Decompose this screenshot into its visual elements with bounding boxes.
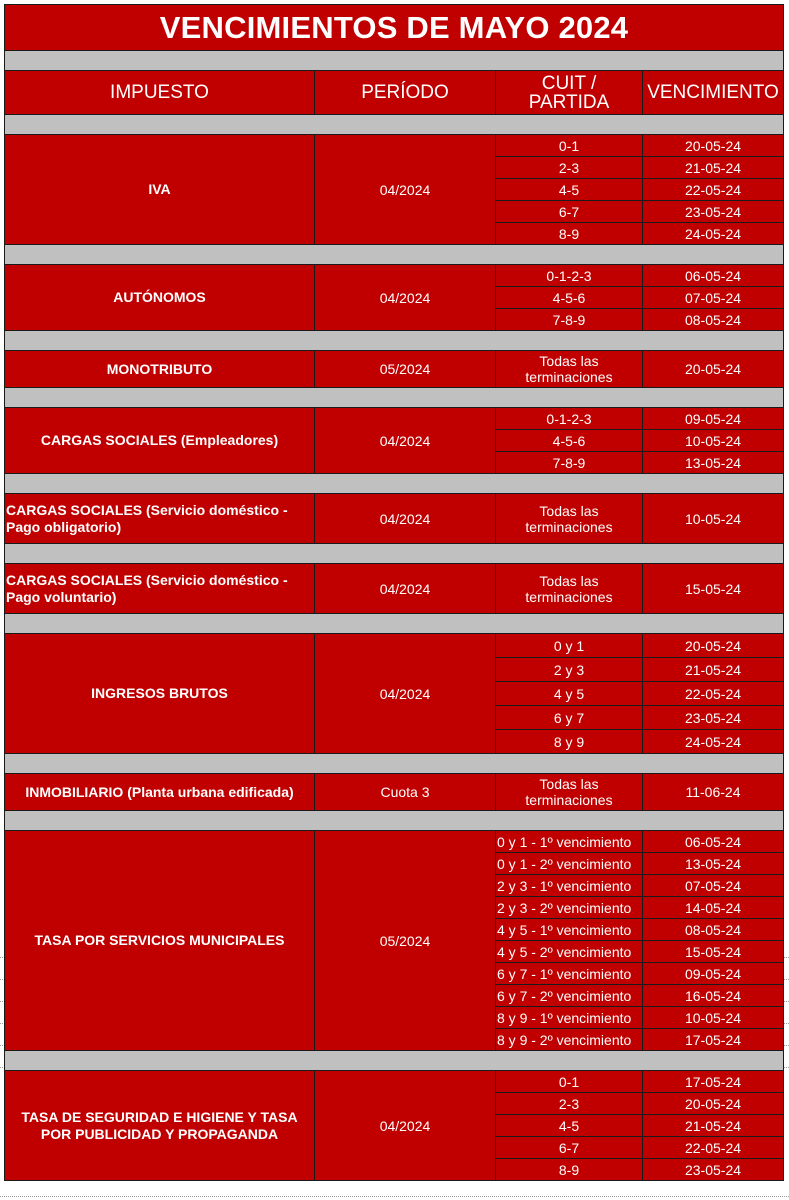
separator-row — [5, 474, 784, 494]
impuesto-cargas-empleadores: CARGAS SOCIALES (Empleadores) — [5, 408, 315, 474]
cuit-cell: 8 y 9 - 1º vencimiento — [496, 1007, 643, 1029]
separator-row — [5, 388, 784, 408]
impuesto-autonomos: AUTÓNOMOS — [5, 265, 315, 331]
cuit-cell: 4-5 — [496, 179, 643, 201]
due-date-cell: 17-05-24 — [643, 1071, 784, 1093]
cuit-cell — [496, 494, 643, 544]
periodo-iva: 04/2024 — [315, 135, 496, 245]
impuesto-line2: Pago obligatorio) — [6, 518, 122, 535]
cuit-cell: 2-3 — [496, 1093, 643, 1115]
separator-row — [5, 115, 784, 135]
due-dates-sheet — [4, 4, 783, 1181]
cuit-line2: terminaciones — [525, 588, 613, 605]
due-date-cell: 08-05-24 — [643, 309, 784, 331]
due-date-cell: 23-05-24 — [643, 201, 784, 223]
table-row — [5, 351, 784, 388]
due-date-cell: 10-05-24 — [643, 1007, 784, 1029]
periodo-tasa-seguridad: 04/2024 — [315, 1071, 496, 1181]
due-date-cell: 11-06-24 — [643, 774, 784, 811]
cuit-cell: 6-7 — [496, 201, 643, 223]
cuit-line1: Todas las — [539, 776, 599, 792]
cuit-line1: Todas las — [539, 572, 599, 589]
cuit-cell: 7-8-9 — [496, 309, 643, 331]
cuit-cell: 4-5 — [496, 1115, 643, 1137]
separator-row — [5, 331, 784, 351]
cuit-cell: 2 y 3 — [496, 658, 643, 682]
impuesto-tasa-seguridad — [5, 1071, 315, 1181]
due-date-cell: 06-05-24 — [643, 831, 784, 853]
impuesto-cargas-obligatorio — [5, 494, 315, 544]
cuit-cell: 0-1 — [496, 135, 643, 157]
due-date-cell: 22-05-24 — [643, 179, 784, 201]
periodo-monotributo: 05/2024 — [315, 351, 496, 388]
periodo-inmobiliario: Cuota 3 — [315, 774, 496, 811]
periodo-ingresos-brutos: 04/2024 — [315, 634, 496, 754]
impuesto-monotributo: MONOTRIBUTO — [5, 351, 315, 388]
periodo-cargas-empleadores: 04/2024 — [315, 408, 496, 474]
cuit-cell — [496, 351, 643, 388]
cuit-cell: 6-7 — [496, 1137, 643, 1159]
cuit-cell: 2 y 3 - 2º vencimiento — [496, 897, 643, 919]
cuit-cell: 2-3 — [496, 157, 643, 179]
cuit-cell: 8 y 9 — [496, 730, 643, 754]
due-date-cell: 21-05-24 — [643, 658, 784, 682]
impuesto-line2: POR PUBLICIDAD Y PROPAGANDA — [40, 1125, 279, 1142]
due-date-cell: 20-05-24 — [643, 1093, 784, 1115]
due-date-cell: 21-05-24 — [643, 1115, 784, 1137]
due-date-cell: 22-05-24 — [643, 1137, 784, 1159]
table-row — [5, 1071, 784, 1093]
periodo-autonomos: 04/2024 — [315, 265, 496, 331]
header-periodo: PERÍODO — [315, 71, 496, 115]
page-title: VENCIMIENTOS DE MAYO 2024 — [5, 5, 784, 51]
table-row — [5, 408, 784, 430]
due-date-cell: 24-05-24 — [643, 730, 784, 754]
impuesto-inmobiliario: INMOBILIARIO (Planta urbana edificada) — [5, 774, 315, 811]
cuit-cell — [496, 774, 643, 811]
due-date-cell: 09-05-24 — [643, 963, 784, 985]
cuit-line1: Todas las — [539, 353, 599, 369]
impuesto-tasa-municipales: TASA POR SERVICIOS MUNICIPALES — [5, 831, 315, 1051]
due-date-cell: 20-05-24 — [643, 634, 784, 658]
gridline — [0, 1196, 789, 1197]
table-row — [5, 494, 784, 544]
header-cuit-line1: CUIT / — [541, 72, 597, 94]
due-date-cell: 21-05-24 — [643, 157, 784, 179]
cuit-cell: 4 y 5 — [496, 682, 643, 706]
due-date-cell: 08-05-24 — [643, 919, 784, 941]
header-row — [5, 71, 784, 115]
separator-row — [5, 614, 784, 634]
cuit-cell: 0-1-2-3 — [496, 408, 643, 430]
due-date-cell: 23-05-24 — [643, 1159, 784, 1181]
separator-row — [5, 51, 784, 71]
due-dates-table — [4, 4, 784, 1181]
due-date-cell: 15-05-24 — [643, 564, 784, 614]
due-date-cell: 17-05-24 — [643, 1029, 784, 1051]
cuit-cell: 0 y 1 - 1º vencimiento — [496, 831, 643, 853]
due-date-cell: 13-05-24 — [643, 452, 784, 474]
cuit-cell: 8 y 9 - 2º vencimiento — [496, 1029, 643, 1051]
cuit-cell: 4-5-6 — [496, 287, 643, 309]
periodo-cargas-obligatorio: 04/2024 — [315, 494, 496, 544]
impuesto-line2: Pago voluntario) — [6, 588, 117, 605]
due-date-cell: 06-05-24 — [643, 265, 784, 287]
cuit-cell: 6 y 7 - 2º vencimiento — [496, 985, 643, 1007]
due-date-cell: 20-05-24 — [643, 351, 784, 388]
due-date-cell: 14-05-24 — [643, 897, 784, 919]
periodo-cargas-voluntario: 04/2024 — [315, 564, 496, 614]
header-vencimiento: VENCIMIENTO — [643, 71, 784, 115]
separator-row — [5, 811, 784, 831]
cuit-cell — [496, 564, 643, 614]
cuit-cell: 2 y 3 - 1º vencimiento — [496, 875, 643, 897]
due-date-cell: 24-05-24 — [643, 223, 784, 245]
cuit-cell: 4 y 5 - 2º vencimiento — [496, 941, 643, 963]
cuit-cell: 4-5-6 — [496, 430, 643, 452]
due-date-cell: 09-05-24 — [643, 408, 784, 430]
due-date-cell: 07-05-24 — [643, 287, 784, 309]
table-row — [5, 564, 784, 614]
header-impuesto: IMPUESTO — [5, 71, 315, 115]
table-row — [5, 634, 784, 658]
due-date-cell: 10-05-24 — [643, 430, 784, 452]
table-row — [5, 135, 784, 157]
impuesto-line1: TASA DE SEGURIDAD E HIGIENE Y TASA — [21, 1108, 298, 1125]
separator-row — [5, 544, 784, 564]
header-cuit-line2: PARTIDA — [528, 91, 610, 113]
due-date-cell: 16-05-24 — [643, 985, 784, 1007]
cuit-line2: terminaciones — [525, 792, 613, 808]
cuit-cell: 8-9 — [496, 223, 643, 245]
cuit-line1: Todas las — [539, 502, 599, 519]
impuesto-line1: CARGAS SOCIALES (Servicio doméstico - — [6, 501, 288, 518]
header-cuit — [496, 71, 643, 115]
due-date-cell: 07-05-24 — [643, 875, 784, 897]
impuesto-line1: CARGAS SOCIALES (Servicio doméstico - — [6, 571, 288, 588]
due-date-cell: 10-05-24 — [643, 494, 784, 544]
due-date-cell: 22-05-24 — [643, 682, 784, 706]
table-row — [5, 265, 784, 287]
due-date-cell: 15-05-24 — [643, 941, 784, 963]
due-date-cell: 13-05-24 — [643, 853, 784, 875]
cuit-cell: 0-1-2-3 — [496, 265, 643, 287]
cuit-cell: 6 y 7 — [496, 706, 643, 730]
impuesto-ingresos-brutos: INGRESOS BRUTOS — [5, 634, 315, 754]
separator-row — [5, 1051, 784, 1071]
cuit-line2: terminaciones — [525, 518, 613, 535]
table-row — [5, 831, 784, 853]
cuit-cell: 4 y 5 - 1º vencimiento — [496, 919, 643, 941]
cuit-cell: 0-1 — [496, 1071, 643, 1093]
cuit-cell: 8-9 — [496, 1159, 643, 1181]
impuesto-iva: IVA — [5, 135, 315, 245]
separator-row — [5, 245, 784, 265]
cuit-cell: 7-8-9 — [496, 452, 643, 474]
table-row — [5, 774, 784, 811]
separator-row — [5, 754, 784, 774]
cuit-cell: 6 y 7 - 1º vencimiento — [496, 963, 643, 985]
cuit-cell: 0 y 1 — [496, 634, 643, 658]
due-date-cell: 23-05-24 — [643, 706, 784, 730]
cuit-line2: terminaciones — [525, 369, 613, 385]
cuit-cell: 0 y 1 - 2º vencimiento — [496, 853, 643, 875]
impuesto-cargas-voluntario — [5, 564, 315, 614]
periodo-tasa-municipales: 05/2024 — [315, 831, 496, 1051]
title-row — [5, 5, 784, 51]
due-date-cell: 20-05-24 — [643, 135, 784, 157]
